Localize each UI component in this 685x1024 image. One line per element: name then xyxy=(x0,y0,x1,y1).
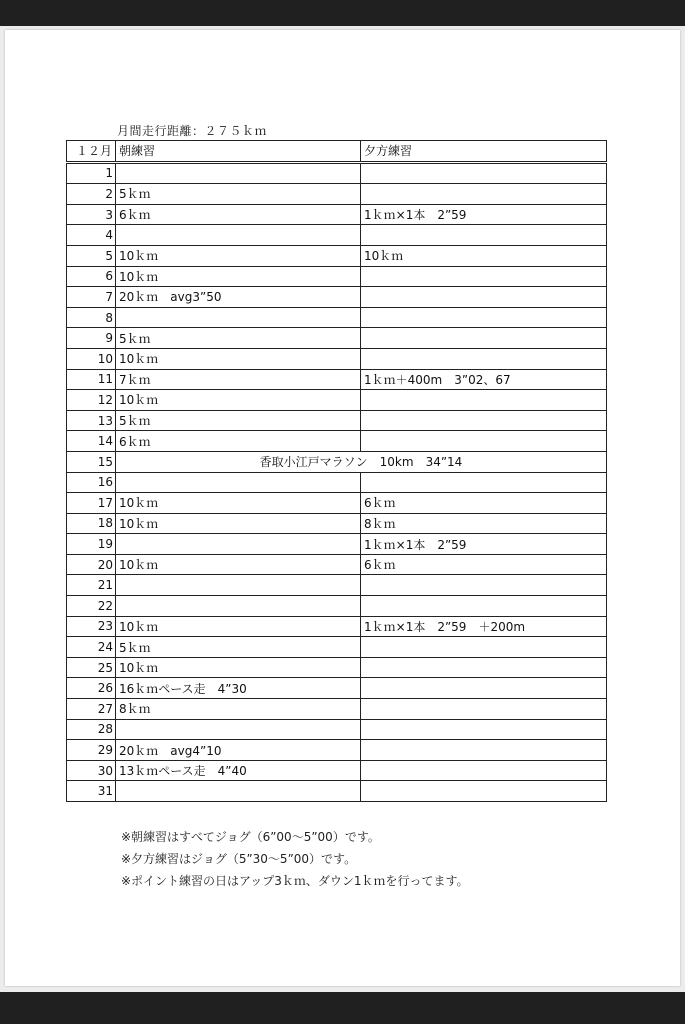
table-row xyxy=(67,348,607,369)
table-row xyxy=(67,431,607,452)
day-cell: 4 xyxy=(67,225,116,246)
evening-cell: 1ｋｍ＋400m 3”02、67 xyxy=(361,369,607,390)
day-cell: 13 xyxy=(67,410,116,431)
morning-cell: 10ｋｍ xyxy=(116,616,361,637)
table-row xyxy=(67,781,607,802)
day-cell: 3 xyxy=(67,204,116,225)
note-morning: ※朝練習はすべてジョグ（6”00～5”00）です。 xyxy=(121,830,380,844)
table-row xyxy=(67,451,607,472)
event-cell: 香取小江戸マラソン 10km 34”14 xyxy=(116,451,607,472)
document-page xyxy=(5,30,680,986)
morning-cell: 20ｋｍ avg3”50 xyxy=(116,287,361,308)
morning-cell xyxy=(116,162,361,184)
day-cell: 23 xyxy=(67,616,116,637)
table-row xyxy=(67,307,607,328)
morning-cell: 10ｋｍ xyxy=(116,493,361,514)
morning-cell: 10ｋｍ xyxy=(116,657,361,678)
table-row xyxy=(67,162,607,184)
day-cell: 6 xyxy=(67,266,116,287)
day-cell: 18 xyxy=(67,513,116,534)
evening-cell: 6ｋｍ xyxy=(361,493,607,514)
evening-cell xyxy=(361,740,607,761)
morning-cell: 10ｋｍ xyxy=(116,513,361,534)
morning-cell: 8ｋｍ xyxy=(116,699,361,720)
evening-cell: 10ｋｍ xyxy=(361,245,607,266)
evening-cell xyxy=(361,781,607,802)
viewer-bottom-bar xyxy=(0,992,685,1024)
table-row xyxy=(67,184,607,205)
day-cell: 21 xyxy=(67,575,116,596)
table-row xyxy=(67,369,607,390)
morning-cell xyxy=(116,781,361,802)
monthly-distance: 月間走行距離：２７５ｋｍ xyxy=(117,124,268,138)
day-cell: 31 xyxy=(67,781,116,802)
table-row xyxy=(67,575,607,596)
table-row xyxy=(67,204,607,225)
table-row xyxy=(67,616,607,637)
evening-cell xyxy=(361,287,607,308)
table-row xyxy=(67,472,607,493)
day-cell: 29 xyxy=(67,740,116,761)
day-cell: 25 xyxy=(67,657,116,678)
table-row xyxy=(67,390,607,411)
morning-cell xyxy=(116,719,361,740)
day-cell: 2 xyxy=(67,184,116,205)
table-row xyxy=(67,760,607,781)
day-cell: 7 xyxy=(67,287,116,308)
table-header-row xyxy=(67,141,607,163)
evening-cell xyxy=(361,699,607,720)
table-body xyxy=(67,162,607,801)
evening-cell xyxy=(361,575,607,596)
morning-cell: 7ｋｍ xyxy=(116,369,361,390)
table-row xyxy=(67,554,607,575)
table-row xyxy=(67,245,607,266)
evening-cell xyxy=(361,328,607,349)
evening-cell: 1ｋｍ×1本 2”59 xyxy=(361,534,607,555)
evening-cell: 1ｋｍ×1本 2”59 xyxy=(361,204,607,225)
day-cell: 15 xyxy=(67,451,116,472)
evening-cell xyxy=(361,472,607,493)
morning-cell xyxy=(116,534,361,555)
morning-cell: 5ｋｍ xyxy=(116,328,361,349)
evening-cell xyxy=(361,760,607,781)
evening-cell: 8ｋｍ xyxy=(361,513,607,534)
morning-cell: 10ｋｍ xyxy=(116,390,361,411)
table-row xyxy=(67,410,607,431)
table-row xyxy=(67,657,607,678)
evening-cell xyxy=(361,266,607,287)
evening-cell xyxy=(361,637,607,658)
evening-cell xyxy=(361,225,607,246)
table-row xyxy=(67,225,607,246)
morning-cell xyxy=(116,596,361,617)
evening-cell xyxy=(361,184,607,205)
morning-cell xyxy=(116,307,361,328)
evening-cell xyxy=(361,719,607,740)
day-cell: 24 xyxy=(67,637,116,658)
evening-cell xyxy=(361,307,607,328)
table-row xyxy=(67,719,607,740)
morning-cell: 13ｋｍペース走 4”40 xyxy=(116,760,361,781)
table-row xyxy=(67,534,607,555)
morning-cell xyxy=(116,472,361,493)
day-cell: 1 xyxy=(67,162,116,184)
table-row xyxy=(67,740,607,761)
day-cell: 8 xyxy=(67,307,116,328)
day-cell: 20 xyxy=(67,554,116,575)
morning-cell: 5ｋｍ xyxy=(116,410,361,431)
training-log-table xyxy=(66,140,607,802)
evening-cell xyxy=(361,390,607,411)
day-cell: 11 xyxy=(67,369,116,390)
table-row xyxy=(67,287,607,308)
header-morning: 朝練習 xyxy=(116,141,361,163)
note-evening: ※夕方練習はジョグ（5”30～5”00）です。 xyxy=(121,852,357,866)
morning-cell: 20ｋｍ avg4”10 xyxy=(116,740,361,761)
morning-cell: 10ｋｍ xyxy=(116,554,361,575)
day-cell: 19 xyxy=(67,534,116,555)
day-cell: 28 xyxy=(67,719,116,740)
morning-cell: 10ｋｍ xyxy=(116,266,361,287)
table-row xyxy=(67,699,607,720)
viewer-top-bar xyxy=(0,0,685,26)
morning-cell: 6ｋｍ xyxy=(116,204,361,225)
day-cell: 26 xyxy=(67,678,116,699)
evening-cell xyxy=(361,678,607,699)
evening-cell xyxy=(361,348,607,369)
day-cell: 22 xyxy=(67,596,116,617)
table-row xyxy=(67,266,607,287)
day-cell: 12 xyxy=(67,390,116,411)
morning-cell: 16ｋｍペース走 4”30 xyxy=(116,678,361,699)
evening-cell: 6ｋｍ xyxy=(361,554,607,575)
table-row xyxy=(67,637,607,658)
header-evening: 夕方練習 xyxy=(361,141,607,163)
table-row xyxy=(67,596,607,617)
morning-cell: 10ｋｍ xyxy=(116,348,361,369)
notes xyxy=(121,826,469,892)
day-cell: 5 xyxy=(67,245,116,266)
evening-cell: 1ｋｍ×1本 2”59 ＋200m xyxy=(361,616,607,637)
evening-cell xyxy=(361,162,607,184)
morning-cell: 5ｋｍ xyxy=(116,184,361,205)
morning-cell: 10ｋｍ xyxy=(116,245,361,266)
day-cell: 9 xyxy=(67,328,116,349)
day-cell: 16 xyxy=(67,472,116,493)
morning-cell: 6ｋｍ xyxy=(116,431,361,452)
table-row xyxy=(67,493,607,514)
table-row xyxy=(67,678,607,699)
evening-cell xyxy=(361,596,607,617)
table-row xyxy=(67,513,607,534)
day-cell: 30 xyxy=(67,760,116,781)
day-cell: 17 xyxy=(67,493,116,514)
header-month: １２月 xyxy=(67,141,116,163)
table-row xyxy=(67,328,607,349)
note-point-training: ※ポイント練習の日はアップ3ｋｍ、ダウン1ｋｍを行ってます。 xyxy=(121,874,469,888)
evening-cell xyxy=(361,657,607,678)
morning-cell: 5ｋｍ xyxy=(116,637,361,658)
day-cell: 27 xyxy=(67,699,116,720)
evening-cell xyxy=(361,431,607,452)
day-cell: 10 xyxy=(67,348,116,369)
morning-cell xyxy=(116,575,361,596)
day-cell: 14 xyxy=(67,431,116,452)
morning-cell xyxy=(116,225,361,246)
evening-cell xyxy=(361,410,607,431)
